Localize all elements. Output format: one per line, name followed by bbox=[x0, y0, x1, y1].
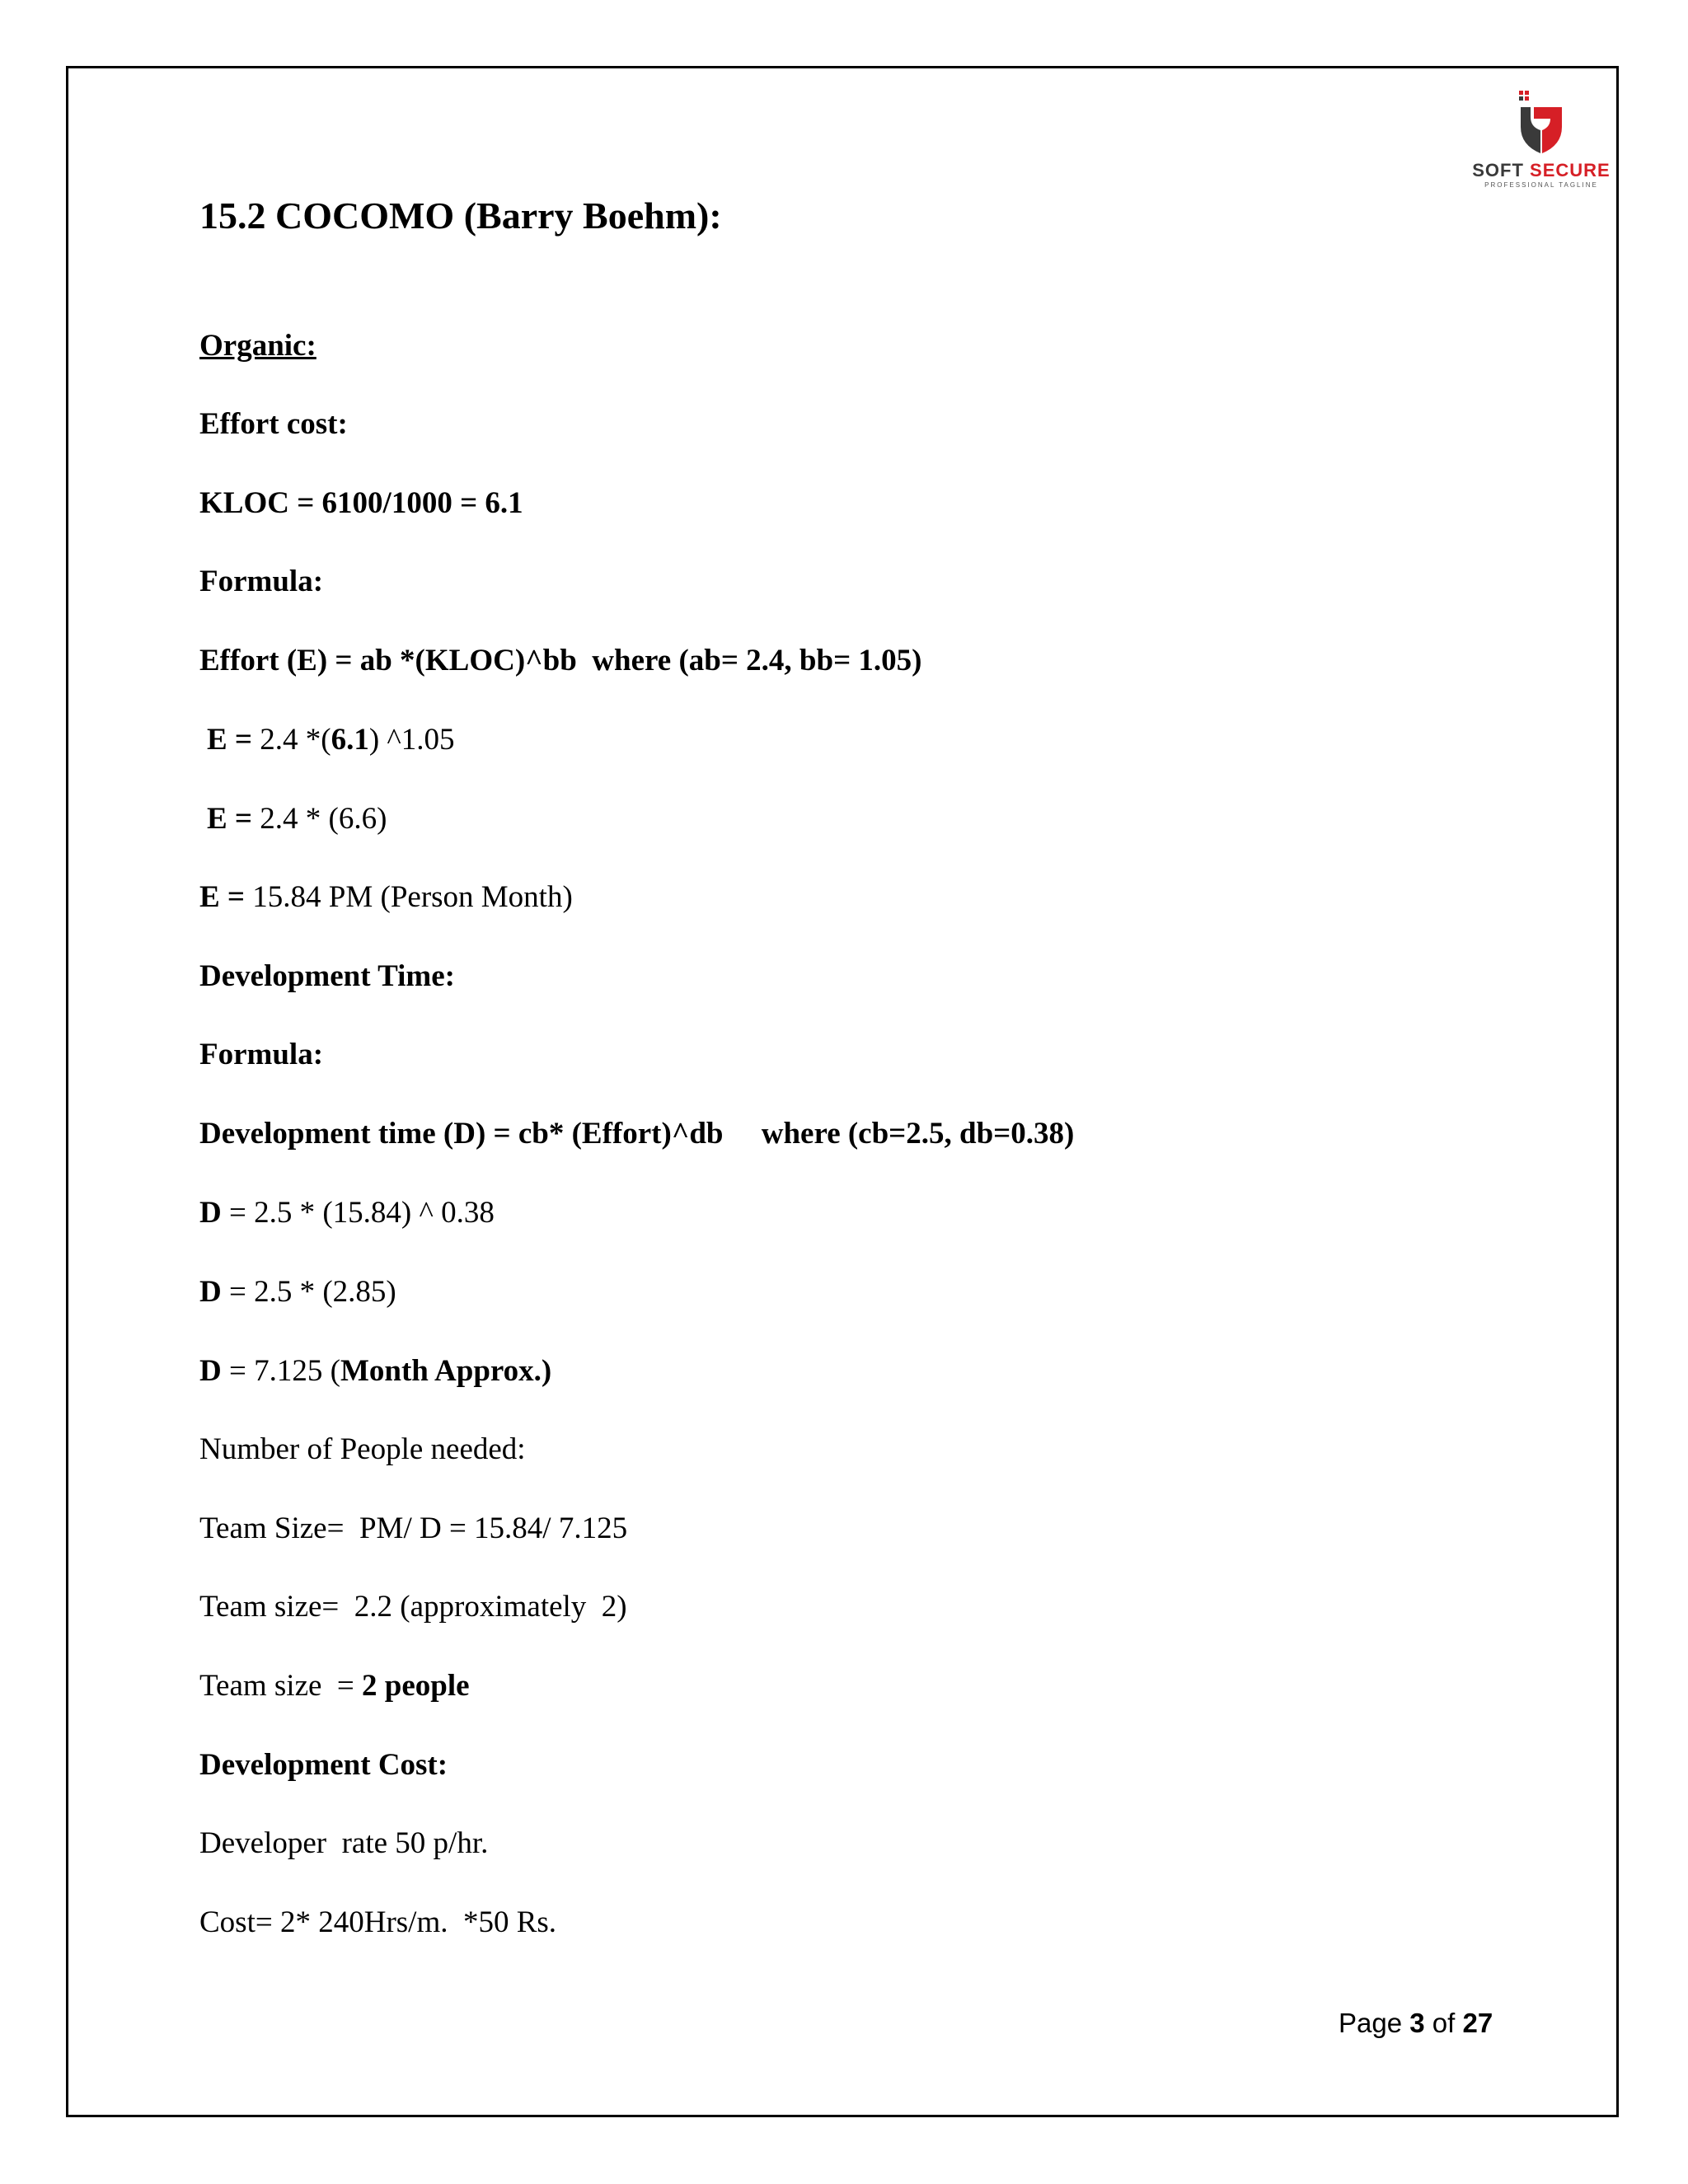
people-needed-label: Number of People needed: bbox=[199, 1432, 526, 1466]
team-size-result: Team size = 2 people bbox=[199, 1669, 470, 1703]
team-size-calc-1: Team Size= PM/ D = 15.84/ 7.125 bbox=[199, 1511, 628, 1545]
soft-secure-logo bbox=[1471, 87, 1611, 194]
dev-time-result: D = 7.125 (Month Approx.) bbox=[199, 1354, 552, 1388]
development-time-heading: Development Time: bbox=[199, 959, 456, 993]
kloc-line: KLOC = 6100/1000 = 6.1 bbox=[199, 486, 523, 520]
organic-heading: Organic: bbox=[199, 329, 316, 363]
development-cost-heading: Development Cost: bbox=[199, 1748, 448, 1782]
logo-tagline: PROFESSIONAL TAGLINE bbox=[1484, 181, 1598, 189]
section-title: 15.2 COCOMO (Barry Boehm): bbox=[199, 194, 722, 237]
effort-result: E = 15.84 PM (Person Month) bbox=[199, 880, 573, 914]
page-border bbox=[66, 66, 1619, 2117]
formula-label-1: Formula: bbox=[199, 565, 324, 598]
effort-calc-1: E = 2.4 *(6.1) ^1.05 bbox=[207, 723, 455, 757]
dev-time-calc-1: D = 2.5 * (15.84) ^ 0.38 bbox=[199, 1196, 495, 1230]
dev-time-calc-2: D = 2.5 * (2.85) bbox=[199, 1275, 396, 1309]
effort-formula: Effort (E) = ab *(KLOC)^bb where (ab= 2.4, bb= 1.05) bbox=[199, 644, 922, 677]
shield-logo-icon bbox=[1512, 87, 1570, 158]
formula-label-2: Formula: bbox=[199, 1038, 324, 1071]
effort-calc-2: E = 2.4 * (6.6) bbox=[207, 802, 387, 836]
logo-wordmark: SOFT SECURE bbox=[1472, 160, 1611, 180]
page-number-footer: Page 3 of 27 bbox=[1339, 2008, 1493, 2038]
team-size-calc-2: Team size= 2.2 (approximately 2) bbox=[199, 1590, 627, 1624]
development-time-formula: Development time (D) = cb* (Effort)^db where (cb=2.5, db=0.38) bbox=[199, 1117, 1075, 1151]
effort-cost-heading: Effort cost: bbox=[199, 407, 348, 441]
cost-line: Cost= 2* 240Hrs/m. *50 Rs. bbox=[199, 1905, 557, 1939]
developer-rate-line: Developer rate 50 p/hr. bbox=[199, 1826, 489, 1860]
